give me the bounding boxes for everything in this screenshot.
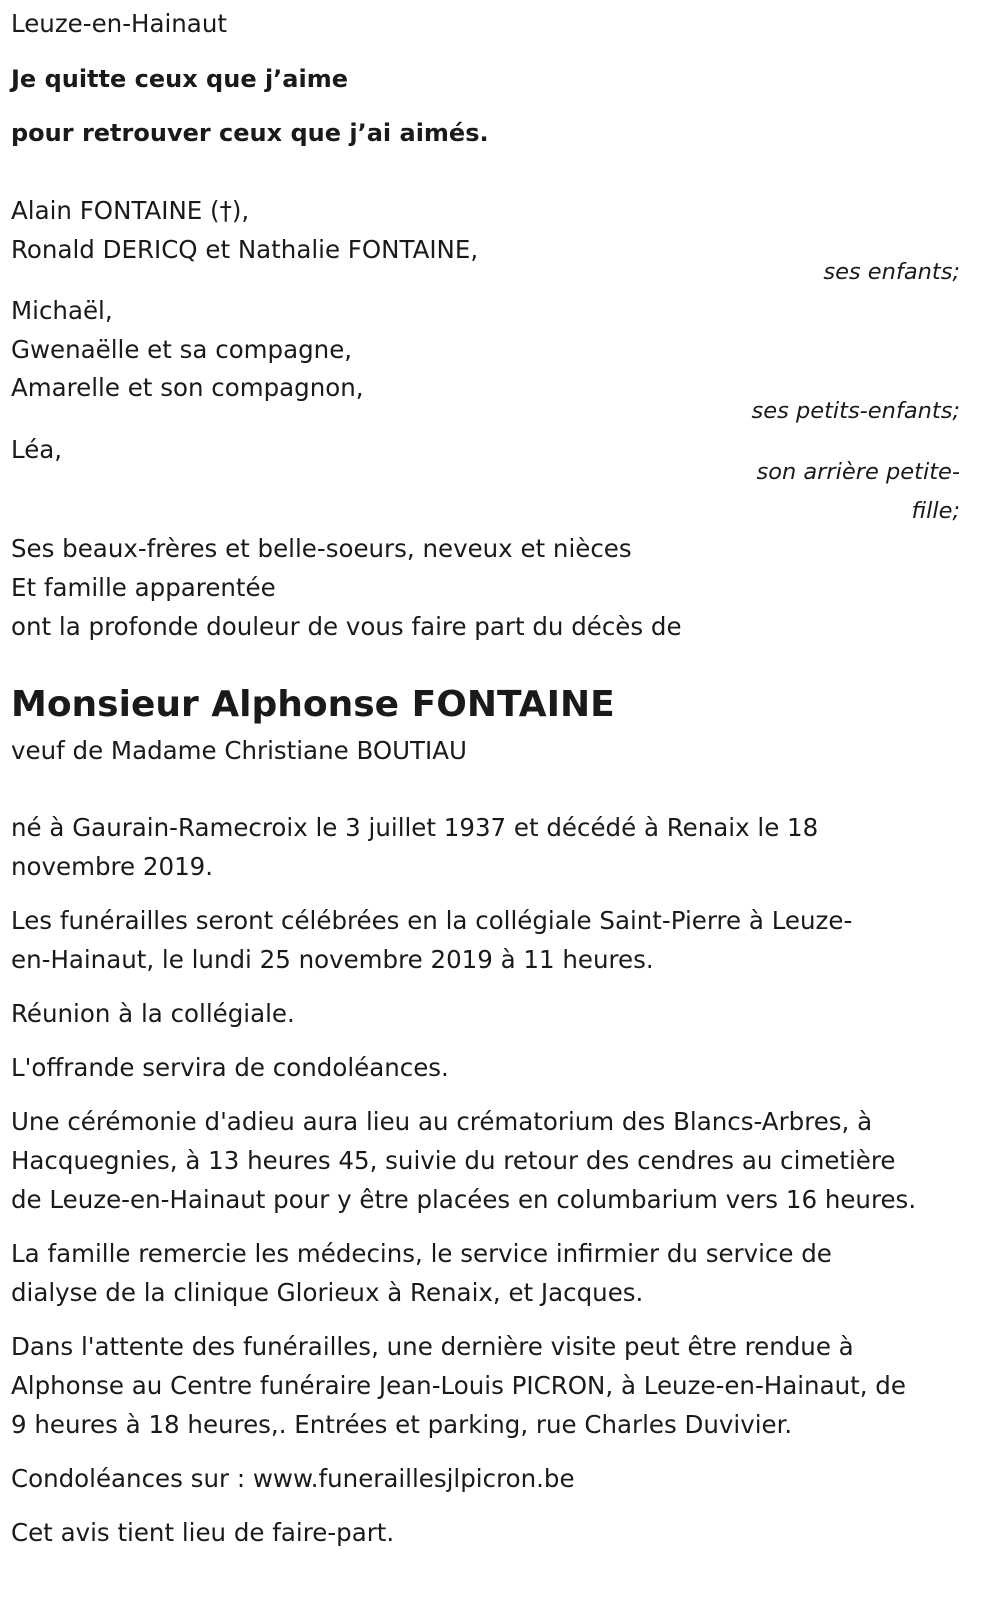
grandchildren-label: ses petits-enfants; <box>751 398 960 424</box>
other-family-1: Ses beaux-frères et belle-soeurs, neveux et nièces <box>11 534 632 563</box>
notice-line: Cet avis tient lieu de faire-part. <box>11 1518 395 1547</box>
quote-line-2: pour retrouver ceux que j’ai aimés. <box>11 119 489 147</box>
child-2: Ronald DERICQ et Nathalie FONTAINE, <box>11 235 479 264</box>
ceremony-line-3: de Leuze-en-Hainaut pour y être placées en columbarium vers 16 heures. <box>11 1185 917 1214</box>
ceremony-line-1: Une cérémonie d'adieu aura lieu au crématorium des Blancs-Arbres, à <box>11 1107 873 1136</box>
children-label: ses enfants; <box>823 259 960 285</box>
funeral-line-1: Les funérailles seront célébrées en la collégiale Saint-Pierre à Leuze- <box>11 906 853 935</box>
great-grandchild: Léa, <box>11 435 63 464</box>
ceremony-line-2: Hacquegnies, à 13 heures 45, suivie du retour des cendres au cimetière <box>11 1146 896 1175</box>
other-family-3: ont la profonde douleur de vous faire part du décès de <box>11 612 682 641</box>
great-grandchild-label-1: son arrière petite- <box>756 459 960 485</box>
visit-line-2: Alphonse au Centre funéraire Jean-Louis PICRON, à Leuze-en-Hainaut, de <box>11 1371 906 1400</box>
meeting-line: Réunion à la collégiale. <box>11 999 295 1028</box>
thanks-line-1: La famille remercie les médecins, le service infirmier du service de <box>11 1239 832 1268</box>
great-grandchild-label-2: fille; <box>911 498 960 524</box>
visit-line-3: 9 heures à 18 heures,. Entrées et parking, rue Charles Duvivier. <box>11 1410 793 1439</box>
city-heading: Leuze-en-Hainaut <box>11 9 227 38</box>
child-1: Alain FONTAINE (†), <box>11 196 250 225</box>
offering-line: L'offrande servira de condoléances. <box>11 1053 449 1082</box>
grandchild-2: Gwenaëlle et sa compagne, <box>11 335 353 364</box>
funeral-line-2: en-Hainaut, le lundi 25 novembre 2019 à 11 heures. <box>11 945 654 974</box>
visit-line-1: Dans l'attente des funérailles, une dernière visite peut être rendue à <box>11 1332 854 1361</box>
birth-death-line-1: né à Gaurain-Ramecroix le 3 juillet 1937 et décédé à Renaix le 18 <box>11 813 819 842</box>
grandchild-1: Michaël, <box>11 296 113 325</box>
condolences-line: Condoléances sur : www.funeraillesjlpicron.be <box>11 1464 575 1493</box>
thanks-line-2: dialyse de la clinique Glorieux à Renaix, et Jacques. <box>11 1278 644 1307</box>
deceased-spouse: veuf de Madame Christiane BOUTIAU <box>11 736 467 765</box>
grandchild-3: Amarelle et son compagnon, <box>11 373 364 402</box>
deceased-name: Monsieur Alphonse FONTAINE <box>11 684 615 725</box>
other-family-2: Et famille apparentée <box>11 573 276 602</box>
quote-line-1: Je quitte ceux que j’aime <box>11 65 349 93</box>
birth-death-line-2: novembre 2019. <box>11 852 214 881</box>
